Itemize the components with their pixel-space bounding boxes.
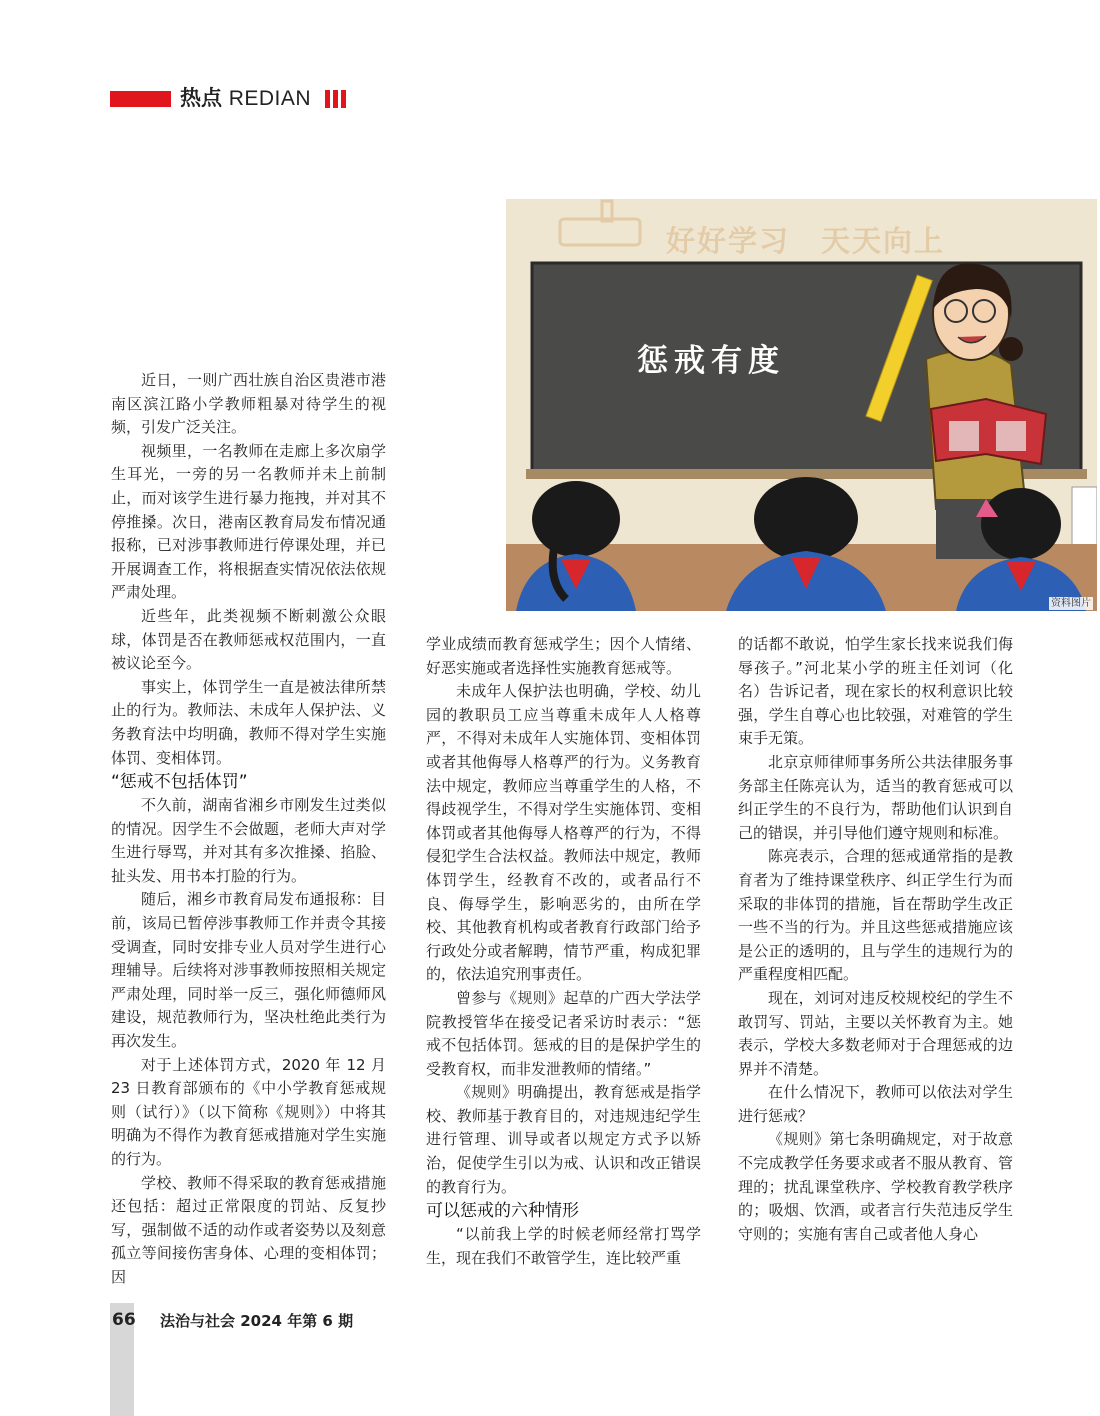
article-paragraph: “以前我上学的时候老师经常打骂学生，现在我们不敢管学生，连比较严重 bbox=[426, 1225, 701, 1267]
section-subheading: 可以惩戒的六种情形 bbox=[426, 1201, 579, 1222]
article-paragraph: 陈亮表示，合理的惩戒通常指的是教育者为了维持课堂秩序、纠正学生行为而采取的非体罚的措施，旨在帮助学生改正一些不当的行为。并且这些惩戒措施应该是公正的透明的，且与学生的违规行为的严重程度相匹配。 bbox=[738, 847, 1013, 984]
article-column-1 bbox=[111, 369, 386, 1290]
header-red-bar bbox=[110, 91, 171, 107]
article-paragraph: 在什么情况下，教师可以依法对学生进行惩戒？ bbox=[738, 1083, 1013, 1125]
image-credit: 资料图片 bbox=[1051, 598, 1091, 609]
classroom-illustration bbox=[506, 199, 1097, 611]
classroom-drawing bbox=[506, 199, 1097, 611]
article-paragraph: 的话都不敢说，怕学生家长找来说我们侮辱孩子。”河北某小学的班主任刘诃（化名）告诉记者，现在家长的权利意识比较强，学生自尊心也比较强，对难管的学生束手无策。 bbox=[738, 635, 1013, 748]
section-title-en: REDIAN bbox=[228, 87, 312, 110]
article-paragraph: 《规则》第七条明确规定，对于故意不完成教学任务要求或者不服从教育、管理的；扰乱课堂秩序、学校教育教学秩序的；吸烟、饮酒，或者言行失范违反学生守则的；实施有害自己或者他人身心 bbox=[738, 1130, 1013, 1243]
article-paragraph: 北京京师律师事务所公共法律服务事务部主任陈亮认为，适当的教育惩戒可以纠正学生的不良行为，帮助他们认识到自己的错误，并引导他们遵守规则和标准。 bbox=[738, 752, 1013, 842]
article-paragraph: 对于上述体罚方式，2020 年 12 月 23 日教育部颁布的《中小学教育惩戒规则（试行）》（以下简称《规则》）中将其明确为不得作为教育惩戒措施对学生实施的行为。 bbox=[111, 1055, 386, 1168]
wall-motto-text: 好好学习 天天向上 bbox=[666, 224, 946, 258]
article-paragraph: 近日，一则广西壮族自治区贵港市港南区滨江路小学教师粗暴对待学生的视频，引发广泛关注。 bbox=[111, 371, 386, 437]
section-title-cn: 热点 bbox=[180, 86, 222, 110]
article-paragraph: 近些年，此类视频不断刺激公众眼球，体罚是否在教师惩戒权范围内，一直被议论至今。 bbox=[111, 606, 386, 673]
article-paragraph: 学业成绩而教育惩戒学生；因个人情绪、好恶实施或者选择性实施教育惩戒等。 bbox=[426, 635, 701, 677]
magazine-issue: 法治与社会 2024 年第 6 期 bbox=[160, 1312, 354, 1330]
section-header bbox=[180, 84, 311, 113]
article-paragraph: 现在，刘诃对违反校规校纪的学生不敢罚写、罚站，主要以关怀教育为主。她表示，学校大多数老师对于合理惩戒的边界并不清楚。 bbox=[738, 988, 1013, 1078]
article-paragraph: 不久前，湖南省湘乡市刚发生过类似的情况。因学生不会做题，老师大声对学生进行辱骂，并对其有多次推搡、掐脸、扯头发、用书本打脸的行为。 bbox=[111, 796, 386, 885]
article-column-3 bbox=[738, 633, 1013, 1246]
article-paragraph: 视频里，一名教师在走廊上多次扇学生耳光，一旁的另一名教师并未上前制止，而对该学生进行暴力拖拽，并对其不停推搡。次日，港南区教育局发布情况通报称，已对涉事教师进行停课处理，并已开展调查工作，将根据查实情况依法依规严肃处理。 bbox=[111, 441, 386, 602]
article-paragraph: 《规则》明确提出，教育惩戒是指学校、教师基于教育目的，对违规违纪学生进行管理、训导或者以规定方式予以矫治，促使学生引以为戒、认识和改正错误的教育行为。 bbox=[426, 1083, 701, 1196]
article-paragraph: 事实上，体罚学生一直是被法律所禁止的行为。教师法、未成年人保护法、义务教育法中均明确，教师不得对学生实施体罚、变相体罚。 bbox=[111, 677, 386, 767]
article-paragraph: 学校、教师不得采取的教育惩戒措施还包括：超过正常限度的罚站、反复抄写，强制做不适的动作或者姿势以及刻意孤立等间接伤害身体、心理的变相体罚；因 bbox=[111, 1173, 386, 1286]
blackboard-title: 惩戒有度 bbox=[637, 343, 785, 379]
article-paragraph: 未成年人保护法也明确，学校、幼儿园的教职员工应当尊重未成年人人格尊严，不得对未成年人实施体罚、变相体罚或者其他侮辱人格尊严的行为。义务教育法中规定，教师应当尊重学生的人格，不得歧视学生，不得对学生实施体罚、变相体罚或者其他侮辱人格尊严的行为，不得侵犯学生合法权益。教师法中规定，教师体罚学生，经教育不改的，或者品行不良、侮辱学生，影响恶劣的，由所在学校、其他教育机构或者教育行政部门给予行政处分或者解聘，情节严重，构成犯罪的，依法追究刑事责任。 bbox=[426, 682, 701, 984]
article-column-2 bbox=[426, 633, 701, 1270]
header-stripes-decoration bbox=[325, 90, 346, 108]
article-paragraph: 随后，湘乡市教育局发布通报称：目前，该局已暂停涉事教师工作并责令其接受调查，同时安排专业人员对学生进行心理辅导。后续将对涉事教师按照相关规定严肃处理，同时举一反三，强化师德师风建设，规范教师行为，坚决杜绝此类行为再次发生。 bbox=[111, 890, 386, 1051]
section-subheading: “惩戒不包括体罚” bbox=[111, 772, 248, 793]
page-number: 66 bbox=[112, 1310, 136, 1330]
article-paragraph: 曾参与《规则》起草的广西大学法学院教授管华在接受记者采访时表示：“惩戒不包括体罚。惩戒的目的是保护学生的受教育权，而非发泄教师的情绪。” bbox=[426, 988, 701, 1078]
